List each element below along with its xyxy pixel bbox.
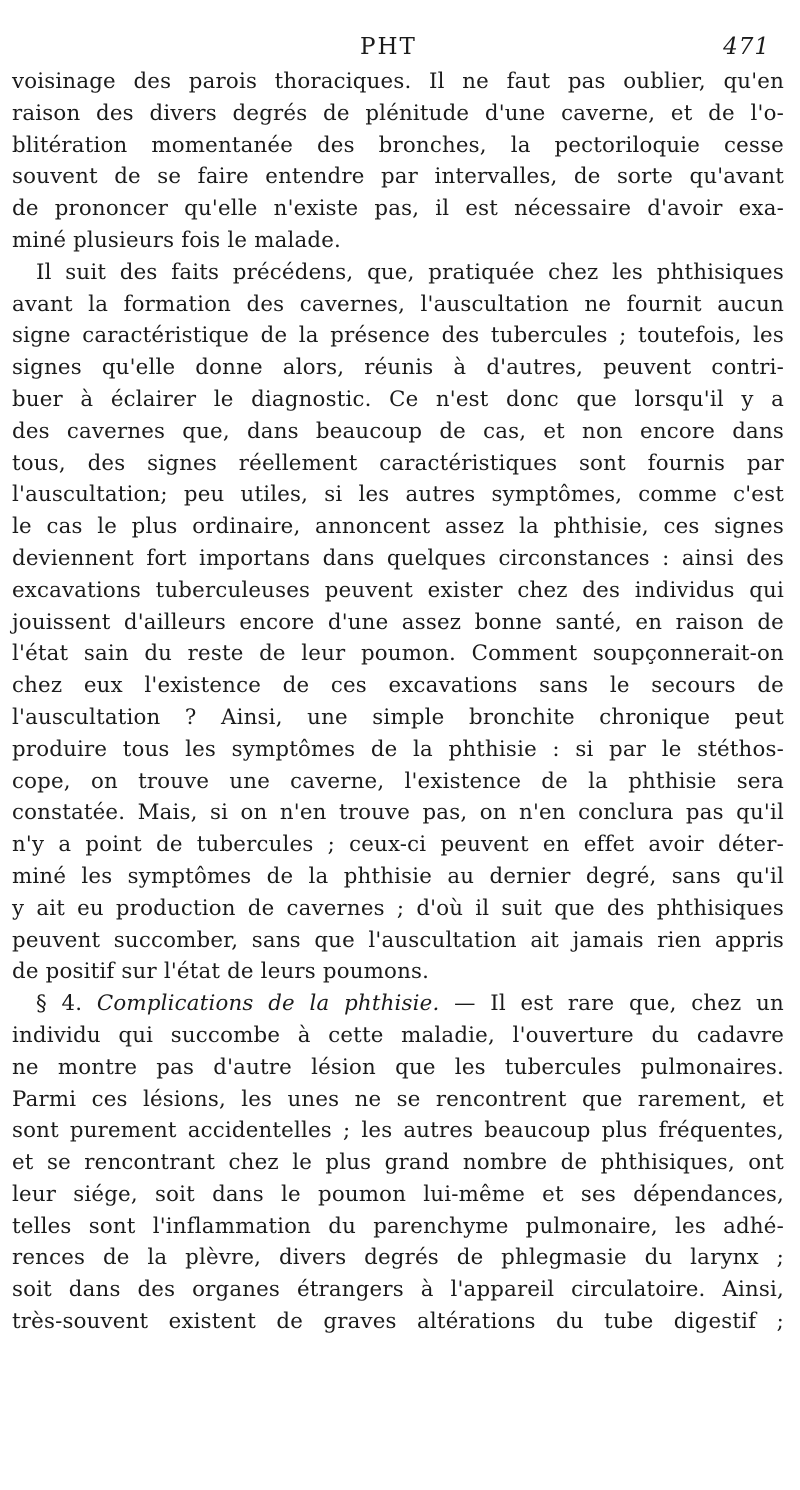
- body-text: [12, 66, 784, 1338]
- text-line: raison des divers degrés de plénitude d'une caverne, et de l'o-: [12, 100, 784, 126]
- text-line: constatée. Mais, si on n'en trouve pas, on n'en conclura pas qu'il: [12, 800, 784, 826]
- text-line: sont purement accidentelles ; les autres beaucoup plus fréquentes,: [12, 1118, 784, 1144]
- text-line: telles sont l'inflammation du parenchyme pulmonaire, les adhé-: [12, 1213, 784, 1239]
- text-line: miné plusieurs fois le malade.: [12, 227, 341, 253]
- text-line: y ait eu production de cavernes ; d'où il suit que des phthisiques: [12, 895, 784, 921]
- text-line: avant la formation des cavernes, l'auscultation ne fournit aucun: [12, 291, 784, 317]
- paragraph-2: [12, 257, 784, 988]
- text-line: produire tous les symptômes de la phthisie : si par le stéthos-: [12, 736, 784, 762]
- section-title: Complications de la phthisie.: [96, 991, 440, 1017]
- text-line: voisinage des parois thoraciques. Il ne faut pas oublier, qu'en: [12, 69, 784, 94]
- text-line: blitération momentanée des bronches, la pectoriloquie cesse: [12, 132, 784, 158]
- text-line: soit dans des organes étrangers à l'appareil circulatoire. Ainsi,: [12, 1277, 784, 1303]
- text-line: buer à éclairer le diagnostic. Ce n'est donc que lorsqu'il y a: [12, 386, 784, 412]
- text-line: peuvent succomber, sans que l'auscultation ait jamais rien appris: [12, 927, 784, 953]
- text-line: de prononcer qu'elle n'existe pas, il est nécessaire d'avoir exa-: [12, 196, 784, 222]
- text-line: et se rencontrant chez le plus grand nombre de phthisiques, ont: [12, 1150, 784, 1176]
- text-line: Il suit des faits précédens, que, pratiquée chez les phthisiques: [36, 259, 784, 285]
- running-head: PHT: [360, 34, 417, 60]
- text-fragment: — Il est rare que, chez un: [454, 991, 784, 1017]
- text-line: chez eux l'existence de ces excavations sans le secours de: [12, 673, 784, 699]
- text-line: signes qu'elle donne alors, réunis à d'autres, peuvent contri-: [12, 355, 784, 381]
- text-line: très-souvent existent de graves altérations du tube digestif ;: [12, 1309, 784, 1335]
- text-line: de positif sur l'état de leurs poumons.: [12, 959, 430, 985]
- page-header: [0, 34, 800, 68]
- paragraph-1: [12, 66, 784, 257]
- text-line: rences de la plèvre, divers degrés de phlegmasie du larynx ;: [12, 1245, 784, 1271]
- text-line: Parmi ces lésions, les unes ne se rencontrent que rarement, et: [12, 1086, 784, 1112]
- page-number: 471: [723, 34, 770, 60]
- text-line: souvent de se faire entendre par intervalles, de sorte qu'avant: [12, 164, 784, 190]
- text-line: l'auscultation; peu utiles, si les autres symptômes, comme c'est: [12, 482, 784, 508]
- text-line: n'y a point de tubercules ; ceux-ci peuvent en effet avoir déter-: [12, 832, 784, 858]
- text-line: individu qui succombe à cette maladie, l'ouverture du cadavre: [12, 1022, 784, 1048]
- paragraph-3: [12, 988, 784, 1338]
- text-line: cope, on trouve une caverne, l'existence de la phthisie sera: [12, 768, 784, 794]
- text-line: deviennent fort importans dans quelques circonstances : ainsi des: [12, 545, 784, 571]
- text-line: l'état sain du reste de leur poumon. Comment soupçonnerait-on: [12, 641, 784, 667]
- text-line: ne montre pas d'autre lésion que les tubercules pulmonaires.: [12, 1054, 784, 1080]
- text-line: jouissent d'ailleurs encore d'une assez bonne santé, en raison de: [12, 609, 784, 635]
- text-line: l'auscultation ? Ainsi, une simple bronchite chronique peut: [12, 704, 784, 730]
- text-line: le cas le plus ordinaire, annoncent assez la phthisie, ces signes: [12, 514, 784, 540]
- text-line: tous, des signes réellement caractéristiques sont fournis par: [12, 450, 784, 476]
- text-line: excavations tuberculeuses peuvent exister chez des individus qui: [12, 577, 784, 603]
- text-line: des cavernes que, dans beaucoup de cas, et non encore dans: [12, 418, 784, 444]
- text-line: leur siége, soit dans le poumon lui-même et ses dépendances,: [12, 1181, 784, 1207]
- text-line: miné les symptômes de la phthisie au dernier degré, sans qu'il: [12, 863, 784, 889]
- section-mark: § 4.: [36, 991, 83, 1017]
- text-line: signe caractéristique de la présence des tubercules ; toutefois, les: [12, 323, 784, 349]
- section-heading-line: [12, 988, 784, 1020]
